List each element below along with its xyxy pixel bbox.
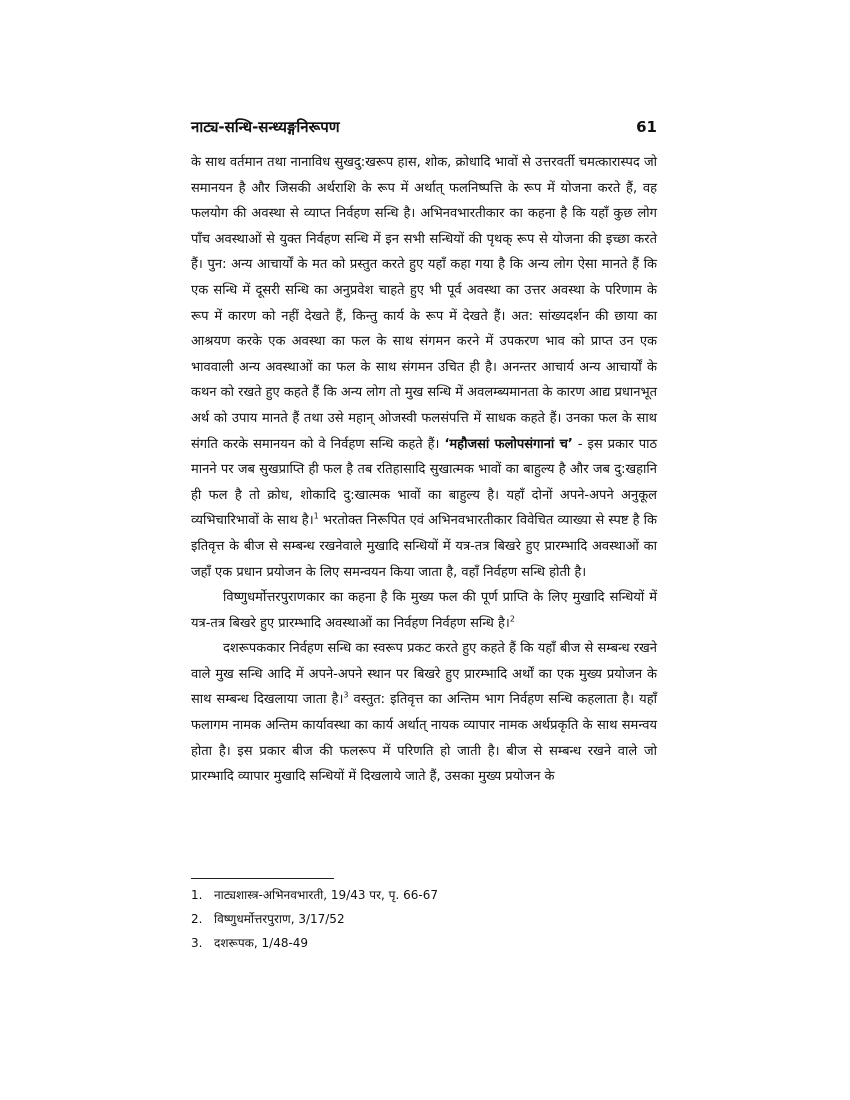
footnotes [191, 883, 657, 955]
footnote-text: नाट्यशास्त्र-अभिनवभारती, 19/43 पर, पृ. 66-67 [214, 888, 438, 902]
footnote-ref-1: 1 [313, 511, 319, 521]
page-number: 61 [636, 118, 657, 136]
footnote-divider [191, 878, 334, 879]
paragraph-text: विष्णुधर्मोत्तरपुराणकार का कहना है कि मुख्य फल की पूर्ण प्राप्ति के लिए मुखादि सन्धियों में यत्र-तत्र बिखरे हुए प्रारम्भादि अवस्थाओं का निर्वहण निर्वहण सन्धि है। [191, 590, 657, 631]
quoted-reading: ‘महौजसां फलोपसंगानां च’ [444, 436, 573, 452]
paragraph-text: भरतोक्त निरूपित एवं अभिनवभारतीकार विवेचित व्याख्या से स्पष्ट है कि इतिवृत्त के बीज से सम्बन्ध रखनेवाले मुखादि सन्धियों में यत्र-तत्र बिखरे हुए प्रारम्भादि अवस्थाओं का जहाँ एक प्रधान प्रयोजन के लिए समन्वयन किया जाता है, वहाँ निर्वहण सन्धि होती है। [191, 513, 658, 580]
chapter-title: नाट्य-सन्धि-सन्ध्यङ्गनिरूपण [191, 118, 340, 136]
footnote-number: 2. [191, 912, 203, 926]
paragraph-text: वस्तुत: इतिवृत्त का अन्तिम भाग निर्वहण सन्धि कहलाता है। यहाँ फलागम नामक अन्तिम कार्यावस्था का कार्य अर्थात् नायक व्यापार नामक अर्थप्रकृति के साथ समन्वय होता है। इस प्रकार बीज की फलरूप में परिणति हो जाती है। बीज से सम्बन्ध रखने वाले जो प्रारम्भादि व्यापार मुखादि सन्धियों में दिखलाये जाते हैं, उसका मुख्य प्रयोजन के [191, 692, 657, 785]
footnote-text: विष्णुधर्मोत्तरपुराण, 3/17/52 [214, 912, 345, 926]
main-text [191, 150, 657, 790]
footnote-3 [191, 931, 657, 955]
footnote-number: 3. [191, 936, 203, 950]
footnote-number: 1. [191, 888, 203, 902]
footnote-ref-2: 2 [509, 614, 515, 624]
footnote-ref-3: 3 [343, 691, 349, 701]
footnote-2 [191, 907, 657, 931]
paragraph-text: दशरूपककार निर्वहण सन्धि का स्वरूप प्रकट करते हुए कहते हैं कि यहाँ बीज से सम्बन्ध रखने वाले मुख सन्धि आदि में अपने-अपने स्थान पर बिखरे हुए प्रारम्भादि अर्थों का एक मुख्य प्रयोजन के साथ सम्बन्ध दिखलाया जाता है। [191, 641, 657, 708]
paragraph-text: - इस प्रकार पाठ मानने पर जब सुखप्राप्ति ही फल है तब रतिहासादि सुखात्मक भावों का बाहुल्य है और जब दु:खहानि ही फल है तो क्रोध, शोकादि दु:खात्मक भावों का बाहुल्य है। यहाँ दोनों अपने-अपने अनुकूल व्यभिचारिभावों के साथ है। [191, 436, 657, 529]
running-header [191, 117, 657, 137]
footnote-1 [191, 883, 657, 907]
paragraph-3 [191, 636, 657, 790]
paragraph-2 [191, 585, 657, 636]
footnote-text: दशरूपक, 1/48-49 [214, 936, 309, 950]
paragraph-1 [191, 150, 657, 585]
paragraph-text: के साथ वर्तमान तथा नानाविध सुखदु:खरूप हास, शोक, क्रोधादि भावों से उत्तरवर्ती चमत्कारास्पद जो समानयन है और जिसकी अर्थराशि के रूप में अर्थात् फलनिष्पत्ति के रूप में योजना करते हैं, वह फलयोग की अवस्था से व्याप्त निर्वहण सन्धि है। अभिनवभारतीकार का कहना है कि यहाँ कुछ लोग पाँच अवस्थाओं से युक्त निर्वहण सन्धि में इन सभी सन्धियों की पृथक् रूप से योजना की इच्छा करते हैं। पुन: अन्य आचार्यों के मत को प्रस्तुत करते हुए यहाँ कहा गया है कि अन्य लोग ऐसा मानते हैं कि एक सन्धि में दूसरी सन्धि का अनुप्रवेश चाहते हुए भी पूर्व अवस्था का उत्तर अवस्था के परिणाम के रूप में कारण को नहीं देखते हैं, किन्तु कार्य के रूप में देखते हैं। अत: सांख्यदर्शन की छाया का आश्रयण करके एक अवस्था का फल के साथ संगमन करने में उपकरण भाव को प्राप्त उन एक भाववाली अन्य अवस्थाओं का फल के साथ संगमन उचित ही है। अनन्तर आचार्य अन्य आचार्यों के कथन को रखते हुए कहते हैं कि अन्य लोग तो मुख सन्धि में अवलम्ब्यमानता के कारण आद्य प्रधानभूत अर्थ को उपाय मानते हैं तथा उसे महान् ओजस्वी फलसंपत्ति में साधक कहते हैं। उनका फल के साथ संगति करके समानयन को वे निर्वहण सन्धि कहते हैं। [191, 155, 657, 452]
